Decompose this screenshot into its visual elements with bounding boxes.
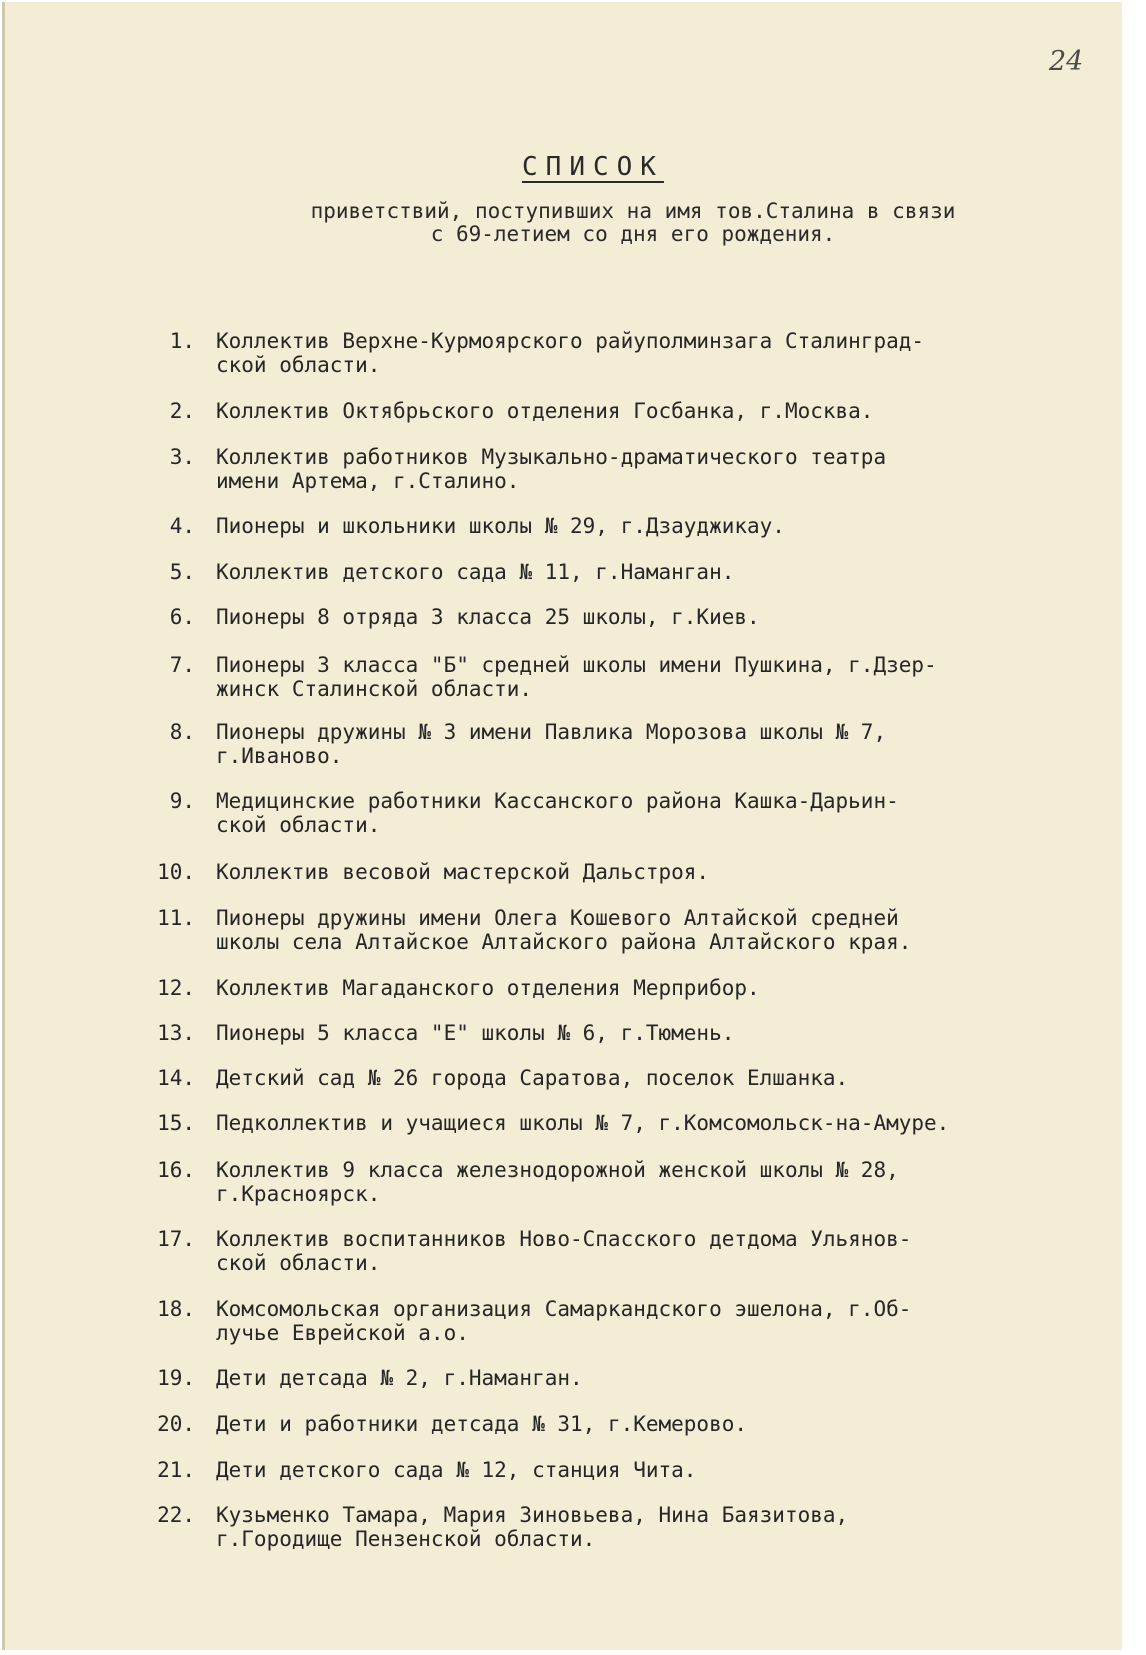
item-number: 2.: [169, 399, 195, 423]
item-number: 9.: [169, 789, 195, 813]
item-text: Дети и работники детсада № 31, г.Кемерово.: [216, 1412, 748, 1436]
item-number: 14.: [157, 1066, 195, 1090]
item-text: Коллектив Магаданского отделения Мерприбор.: [216, 976, 760, 1000]
item-number: 11.: [157, 906, 195, 930]
item-text: Пионеры 3 класса "Б" средней школы имени Пушкина, г.Дзер- жинск Сталинской области.: [216, 653, 937, 701]
item-text: Пионеры дружины № 3 имени Павлика Морозова школы № 7, г.Иваново.: [216, 720, 887, 768]
item-number: 4.: [169, 514, 195, 538]
item-number: 1.: [169, 329, 195, 353]
item-text: Пионеры и школьники школы № 29, г.Дзауджикау.: [216, 514, 785, 538]
item-number: 15.: [157, 1111, 195, 1135]
item-text: Кузьменко Тамара, Мария Зиновьева, Нина Баязитова, г.Городище Пензенской области.: [216, 1503, 849, 1551]
item-number: 16.: [157, 1158, 195, 1182]
document-title: СПИСОК: [522, 152, 664, 182]
item-text: Коллектив работников Музыкально-драматического театра имени Артема, г.Сталино.: [216, 445, 887, 493]
item-number: 18.: [157, 1297, 195, 1321]
item-text: Пионеры 8 отряда 3 класса 25 школы, г.Киев.: [216, 605, 760, 629]
item-number: 13.: [157, 1021, 195, 1045]
item-number: 6.: [169, 605, 195, 629]
item-text: Детский сад № 26 города Саратова, поселок Елшанка.: [216, 1066, 849, 1090]
item-number: 19.: [157, 1366, 195, 1390]
item-number: 5.: [169, 560, 195, 584]
document-subtitle: приветствий, поступивших на имя тов.Сталина в связи с 69-летием со дня его рождения.: [310, 199, 956, 246]
item-text: Дети детсада № 2, г.Наманган.: [216, 1366, 583, 1390]
item-text: Пионеры 5 класса "Е" школы № 6, г.Тюмень.: [216, 1021, 735, 1045]
page-number: 24: [1049, 46, 1084, 77]
item-text: Педколлектив и учащиеся школы № 7, г.Комсомольск-на-Амуре.: [216, 1111, 950, 1135]
item-text: Коллектив детского сада № 11, г.Наманган.: [216, 560, 735, 584]
item-number: 20.: [157, 1412, 195, 1436]
item-text: Коллектив Верхне-Курмоярского райуполминзага Сталинград- ской области.: [216, 329, 925, 377]
item-text: Медицинские работники Кассанского района Кашка-Дарьин- ской области.: [216, 789, 899, 837]
item-text: Коллектив 9 класса железнодорожной женской школы № 28, г.Красноярск.: [216, 1158, 899, 1206]
item-text: Коллектив воспитанников Ново-Спасского детдома Ульянов- ской области.: [216, 1227, 912, 1275]
item-number: 21.: [157, 1458, 195, 1482]
item-number: 7.: [169, 653, 195, 677]
item-text: Коллектив весовой мастерской Дальстроя.: [216, 860, 710, 884]
item-number: 3.: [169, 445, 195, 469]
item-text: Дети детского сада № 12, станция Чита.: [216, 1458, 697, 1482]
item-number: 17.: [157, 1227, 195, 1251]
document-page: [2, 2, 1122, 1650]
item-number: 22.: [157, 1503, 195, 1527]
item-text: Коллектив Октябрьского отделения Госбанка, г.Москва.: [216, 399, 874, 423]
item-number: 12.: [157, 976, 195, 1000]
item-number: 10.: [157, 860, 195, 884]
item-text: Пионеры дружины имени Олега Кошевого Алтайской средней школы села Алтайское Алтайского района Алтайского края.: [216, 906, 912, 954]
item-text: Комсомольская организация Самаркандского эшелона, г.Об- лучье Еврейской а.о.: [216, 1297, 912, 1345]
item-number: 8.: [169, 720, 195, 744]
